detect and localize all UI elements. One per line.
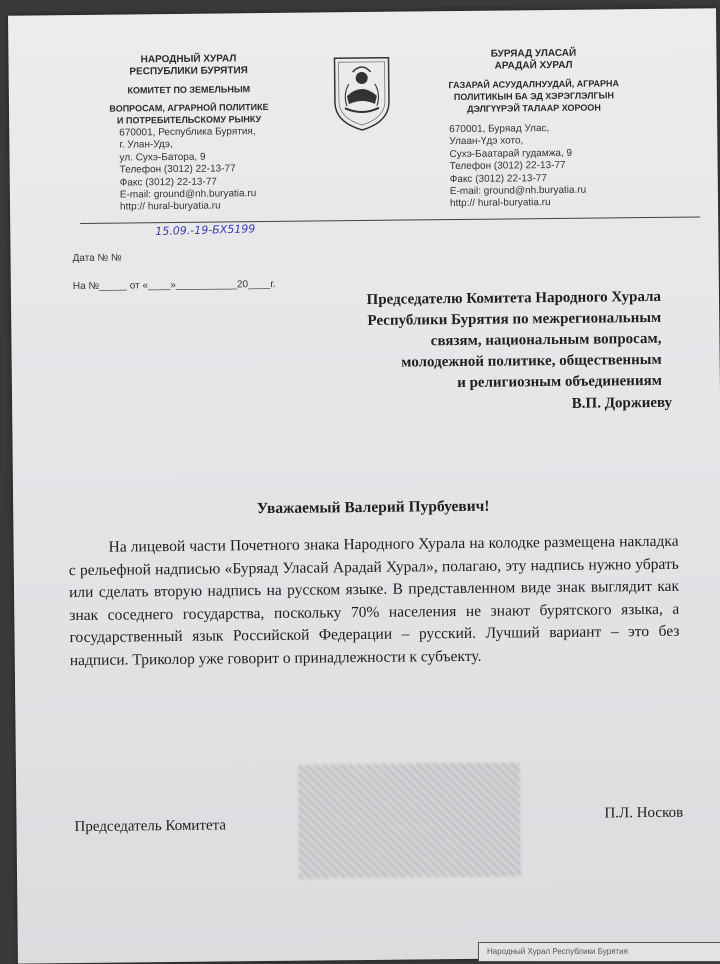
website-line: http:// hural-buryatia.ru <box>119 200 221 213</box>
handwritten-reference: 15.09.-19-БХ5199 <box>155 222 256 239</box>
corner-stamp: Народный Хурал Республики Бурятия <box>478 942 720 962</box>
org-name-bua-line1: БУРЯАД УЛАСАЙ <box>490 47 577 60</box>
committee-ru-line2: ВОПРОСАМ, АГРАРНОЙ ПОЛИТИКЕ <box>109 101 269 114</box>
addressee-line: молодежной политике, общественным <box>401 351 662 371</box>
address-line: 670001, Буряад Улас, <box>449 123 550 136</box>
signature-name: П.Л. Носков <box>604 804 684 822</box>
address-line: г. Улан-Удэ, <box>119 139 173 151</box>
coat-of-arms-icon <box>330 54 393 133</box>
header-left-org <box>98 53 279 127</box>
address-line: 670001, Республика Бурятия, <box>119 126 256 139</box>
website-line: http:// hural-buryatia.ru <box>449 197 551 210</box>
salutation: Уважаемый Валерий Пурбуевич! <box>256 497 490 518</box>
address-line: Сухэ-Баатарай гудамжа, 9 <box>449 147 573 160</box>
phone-line: Телефон (3012) 22-13-77 <box>449 160 566 173</box>
committee-bua-line1: ГАЗАРАЙ АСУУДАЛНУУДАЙ, АГРАРНА <box>448 78 620 91</box>
org-name-bua-line2: АРАДАЙ ХУРАЛ <box>494 59 573 72</box>
addressee-line: и религиозным объединениям <box>457 372 662 392</box>
fax-line: Факс (3012) 22-13-77 <box>119 176 217 189</box>
email-line: E-mail: ground@nh.buryatia.ru <box>119 188 257 201</box>
org-name-ru-line2: РЕСПУБЛИКИ БУРЯТИЯ <box>129 65 248 78</box>
email-line: E-mail: ground@nh.buryatia.ru <box>449 184 587 198</box>
addressee-line: Республики Бурятия по межрегиональным <box>367 309 662 329</box>
org-name-ru-line1: НАРОДНЫЙ ХУРАЛ <box>140 53 237 66</box>
reference-line: На №_____ от «____»___________20____г. <box>72 278 276 293</box>
body-paragraph: На лицевой части Почетного знака Народного Хурала на колодке размещена накладка с рельефной надписью «Буряад Уласай Арадай Хурал», полагаю, эту надпись нужно убрать или сделать вторую надпись на русском языке. В представленном виде знак выглядит как знак соседнего государства, поскольку 70% населения не знают бурятского языка, а государственный язык Российской Федерации – русский. Лучший вариант – это без надписи. Триколор уже говорит о принадлежности к субъекту. <box>68 532 680 669</box>
address-right <box>449 123 586 211</box>
blurred-signature <box>298 762 521 878</box>
committee-bua-line2: ПОЛИТИКЫН БА ЭД ХЭРЭГЛЭЛГЫН <box>453 90 614 103</box>
address-line: Улаан-Үдэ хото, <box>449 135 524 148</box>
date-number-label: Дата № № <box>72 252 122 265</box>
addressee-line: связям, национальным вопросам, <box>430 330 662 350</box>
addressee-name: В.П. Доржиеву <box>571 394 673 412</box>
addressee-line: Председателю Комитета Народного Хурала <box>366 288 662 308</box>
header-right-org <box>428 47 639 115</box>
addressee-block <box>311 287 662 396</box>
fax-line: Факс (3012) 22-13-77 <box>449 172 547 185</box>
address-line: ул. Сухэ-Батора, 9 <box>119 151 206 164</box>
header-divider <box>80 216 700 223</box>
committee-bua-line3: ДЭЛГҮҮРЭЙ ТАЛААР ХОРООН <box>467 102 601 114</box>
signature-title: Председатель Комитета <box>74 817 227 836</box>
phone-line: Телефон (3012) 22-13-77 <box>119 163 236 176</box>
letter-sheet <box>8 8 720 963</box>
committee-ru-line3: И ПОТРЕБИТЕЛЬСКОМУ РЫНКУ <box>116 114 262 126</box>
committee-ru-line1: КОМИТЕТ ПО ЗЕМЕЛЬНЫМ <box>127 84 251 96</box>
letter-body <box>68 531 679 672</box>
address-left <box>119 126 256 214</box>
